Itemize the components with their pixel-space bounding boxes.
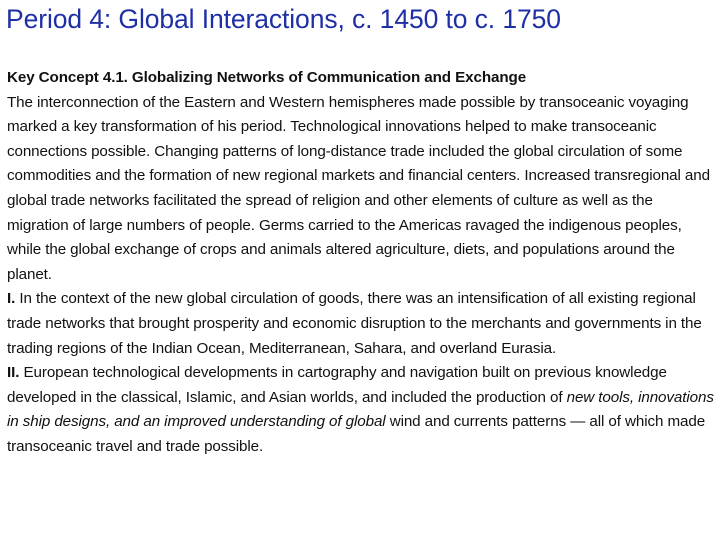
point-1-text: In the context of the new global circulation of goods, there was an intensification of all existing regional trade networks that brought prosperity and economic disruption to the merchants and governments in the trading regions of the Indian Ocean, Mediterranean, Sahara, and overland Eurasia. [7, 290, 702, 357]
slide-body [7, 66, 715, 460]
point-1-paragraph [7, 287, 715, 361]
intro-paragraph: The interconnection of the Eastern and Western hemispheres made possible by transoceanic voyaging marked a key transformation of his period. Technological innovations helped to make transoceanic connections possible. Changing patterns of long-distance trade included the global circulation of some commodities and the formation of new regional markets and financial centers. Increased transregional and global trade networks facilitated the spread of religion and other elements of culture as well as the migration of large numbers of people. Germs carried to the Americas ravaged the indigenous peoples, while the global exchange of crops and animals altered agriculture, diets, and populations around the planet. [7, 93, 710, 283]
point-2-paragraph [7, 361, 715, 459]
key-concept-heading: Key Concept 4.1. Globalizing Networks of Communication and Exchange [7, 69, 527, 86]
point-2-text-after: wind and currents patterns — all of which made transoceanic travel and trade possible. [7, 413, 706, 455]
point-1-marker: I. [7, 290, 16, 308]
point-2-text-before: European technological developments in cartography and navigation built on previous knowledge developed in the classical, Islamic, and Asian worlds, and included the production of [7, 364, 667, 406]
page-title: Period 4: Global Interactions, c. 1450 to c. 1750 [6, 4, 561, 34]
point-2-italic-text: new tools, innovations in ship designs, and an improved understanding of global [7, 388, 714, 431]
point-2-marker: II. [7, 364, 20, 382]
